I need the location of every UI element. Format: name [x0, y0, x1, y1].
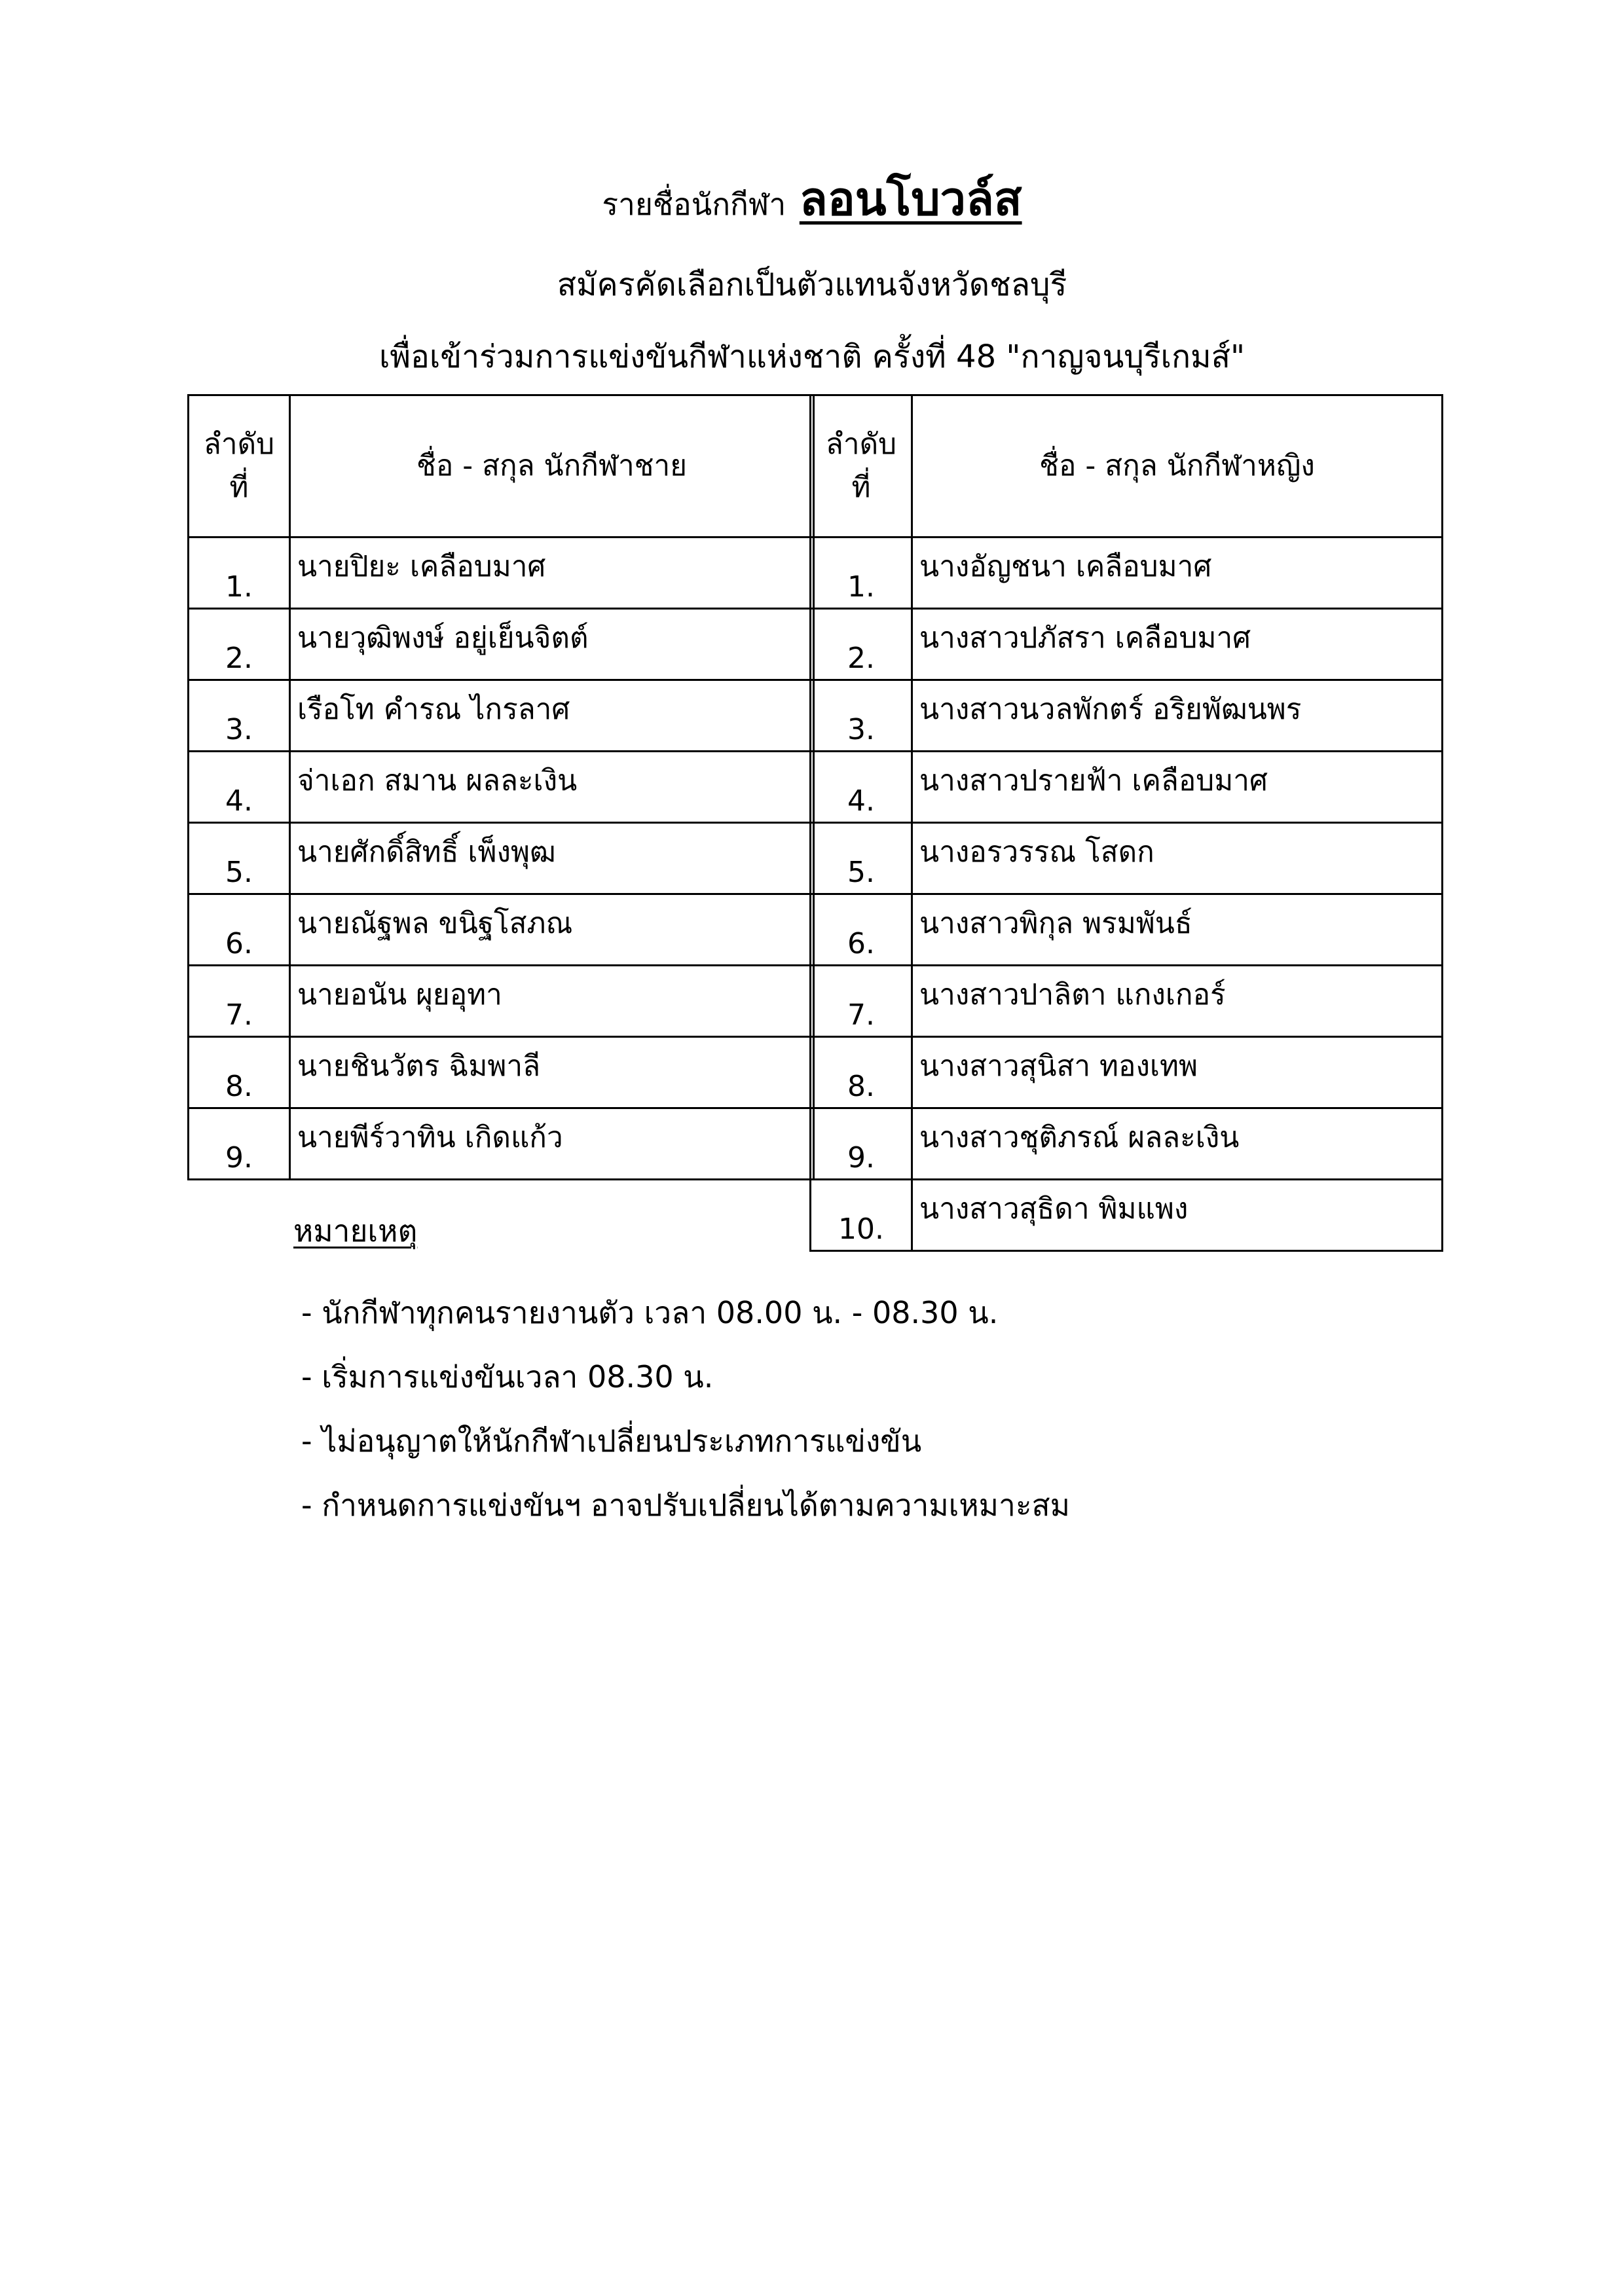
athlete-name: นายศักดิ์สิทธิ์ เพ็งพุฒ	[290, 823, 814, 894]
row-number: 5.	[811, 823, 912, 894]
row-number: 1.	[189, 538, 290, 609]
women-order-header-line-2: ที่	[851, 471, 871, 504]
row-number: 10.	[811, 1180, 912, 1251]
men-order-header-line-1: ลำดับ	[203, 428, 275, 461]
men-table-header	[189, 395, 814, 538]
row-number: 9.	[811, 1108, 912, 1180]
athlete-name: นางอัญชนา เคลือบมาศ	[912, 538, 1443, 609]
athlete-name: จ่าเอก สมาน ผลละเงิน	[290, 752, 814, 823]
women-athletes-table	[809, 394, 1443, 1252]
athlete-name: นางสาวปภัสรา เคลือบมาศ	[912, 609, 1443, 680]
title-prefix: รายชื่อนักกีฬา	[602, 187, 786, 222]
row-number: 1.	[811, 538, 912, 609]
table-row	[189, 966, 814, 1037]
row-number: 6.	[811, 894, 912, 966]
athlete-name: นางสาวสุธิดา พิมแพง	[912, 1180, 1443, 1251]
men-athletes-table	[187, 394, 815, 1180]
table-row	[189, 1037, 814, 1108]
men-name-header: ชื่อ - สกุล นักกีฬาชาย	[290, 395, 814, 538]
row-number: 7.	[189, 966, 290, 1037]
table-row	[189, 894, 814, 966]
table-row	[811, 966, 1443, 1037]
table-row	[189, 823, 814, 894]
table-row	[811, 752, 1443, 823]
table-row	[189, 680, 814, 752]
document-title	[0, 172, 1624, 232]
athlete-name: นายพีร์วาทิน เกิดแก้ว	[290, 1108, 814, 1180]
subtitle-line-2: เพื่อเข้าร่วมการแข่งขันกีฬาแห่งชาติ ครั้งที่ 48 "กาญจนบุรีเกมส์"	[378, 338, 1246, 375]
row-number: 7.	[811, 966, 912, 1037]
women-name-header: ชื่อ - สกุล นักกีฬาหญิง	[912, 395, 1443, 538]
sport-name: ลอนโบวล์ส	[799, 172, 1022, 226]
row-number: 4.	[811, 752, 912, 823]
row-number: 3.	[811, 680, 912, 752]
athlete-name: นางสาวปรายฟ้า เคลือบมาศ	[912, 752, 1443, 823]
athlete-name: นางสาวนวลพักตร์ อริยพัฒนพร	[912, 680, 1443, 752]
row-number: 4.	[189, 752, 290, 823]
table-row	[189, 538, 814, 609]
table-row	[189, 1108, 814, 1180]
athlete-name: นางสาวพิกุล พรมพันธ์	[912, 894, 1443, 966]
note-item: - นักกีฬาทุกคนรายงานตัว เวลา 08.00 น. - 08.30 น.	[301, 1295, 999, 1330]
athlete-name: นายอนัน ผุยอุทา	[290, 966, 814, 1037]
women-order-header	[811, 395, 912, 538]
row-number: 9.	[189, 1108, 290, 1180]
row-number: 2.	[189, 609, 290, 680]
table-row	[811, 1108, 1443, 1180]
row-number: 6.	[189, 894, 290, 966]
notes-heading: หมายเหตุ	[293, 1213, 418, 1248]
men-order-header-line-2: ที่	[229, 471, 249, 504]
athlete-name: นายปิยะ เคลือบมาศ	[290, 538, 814, 609]
table-row	[189, 752, 814, 823]
athlete-name: นายณัฐพล ขนิฐโสภณ	[290, 894, 814, 966]
table-row	[811, 894, 1443, 966]
athlete-name: นางสาวปาลิตา แกงเกอร์	[912, 966, 1443, 1037]
row-number: 2.	[811, 609, 912, 680]
table-row	[811, 680, 1443, 752]
athlete-name: เรือโท คำรณ ไกรลาศ	[290, 680, 814, 752]
table-row	[811, 609, 1443, 680]
women-order-header-line-1: ลำดับ	[825, 428, 897, 461]
table-row	[811, 538, 1443, 609]
row-number: 8.	[811, 1037, 912, 1108]
note-item: - กำหนดการแข่งขันฯ อาจปรับเปลี่ยนได้ตามความเหมาะสม	[301, 1487, 1070, 1523]
women-table-header	[811, 395, 1443, 538]
table-row	[189, 609, 814, 680]
athlete-name: นางสาวสุนิสา ทองเทพ	[912, 1037, 1443, 1108]
athlete-name: นางอรวรรณ โสดก	[912, 823, 1443, 894]
row-number: 5.	[189, 823, 290, 894]
men-order-header	[189, 395, 290, 538]
athlete-name: นางสาวชุติภรณ์ ผลละเงิน	[912, 1108, 1443, 1180]
table-row	[811, 823, 1443, 894]
athlete-name: นายชินวัตร ฉิมพาลี	[290, 1037, 814, 1108]
note-item: - เริ่มการแข่งขันเวลา 08.30 น.	[301, 1359, 714, 1394]
note-item: - ไม่อนุญาตให้นักกีฬาเปลี่ยนประเภทการแข่งขัน	[301, 1423, 922, 1459]
table-row	[811, 1037, 1443, 1108]
subtitle-line-1: สมัครคัดเลือกเป็นตัวแทนจังหวัดชลบุรี	[557, 266, 1067, 303]
athlete-name: นายวุฒิพงษ์ อยู่เย็นจิตต์	[290, 609, 814, 680]
notes-section	[293, 1211, 1070, 1537]
row-number: 3.	[189, 680, 290, 752]
row-number: 8.	[189, 1037, 290, 1108]
